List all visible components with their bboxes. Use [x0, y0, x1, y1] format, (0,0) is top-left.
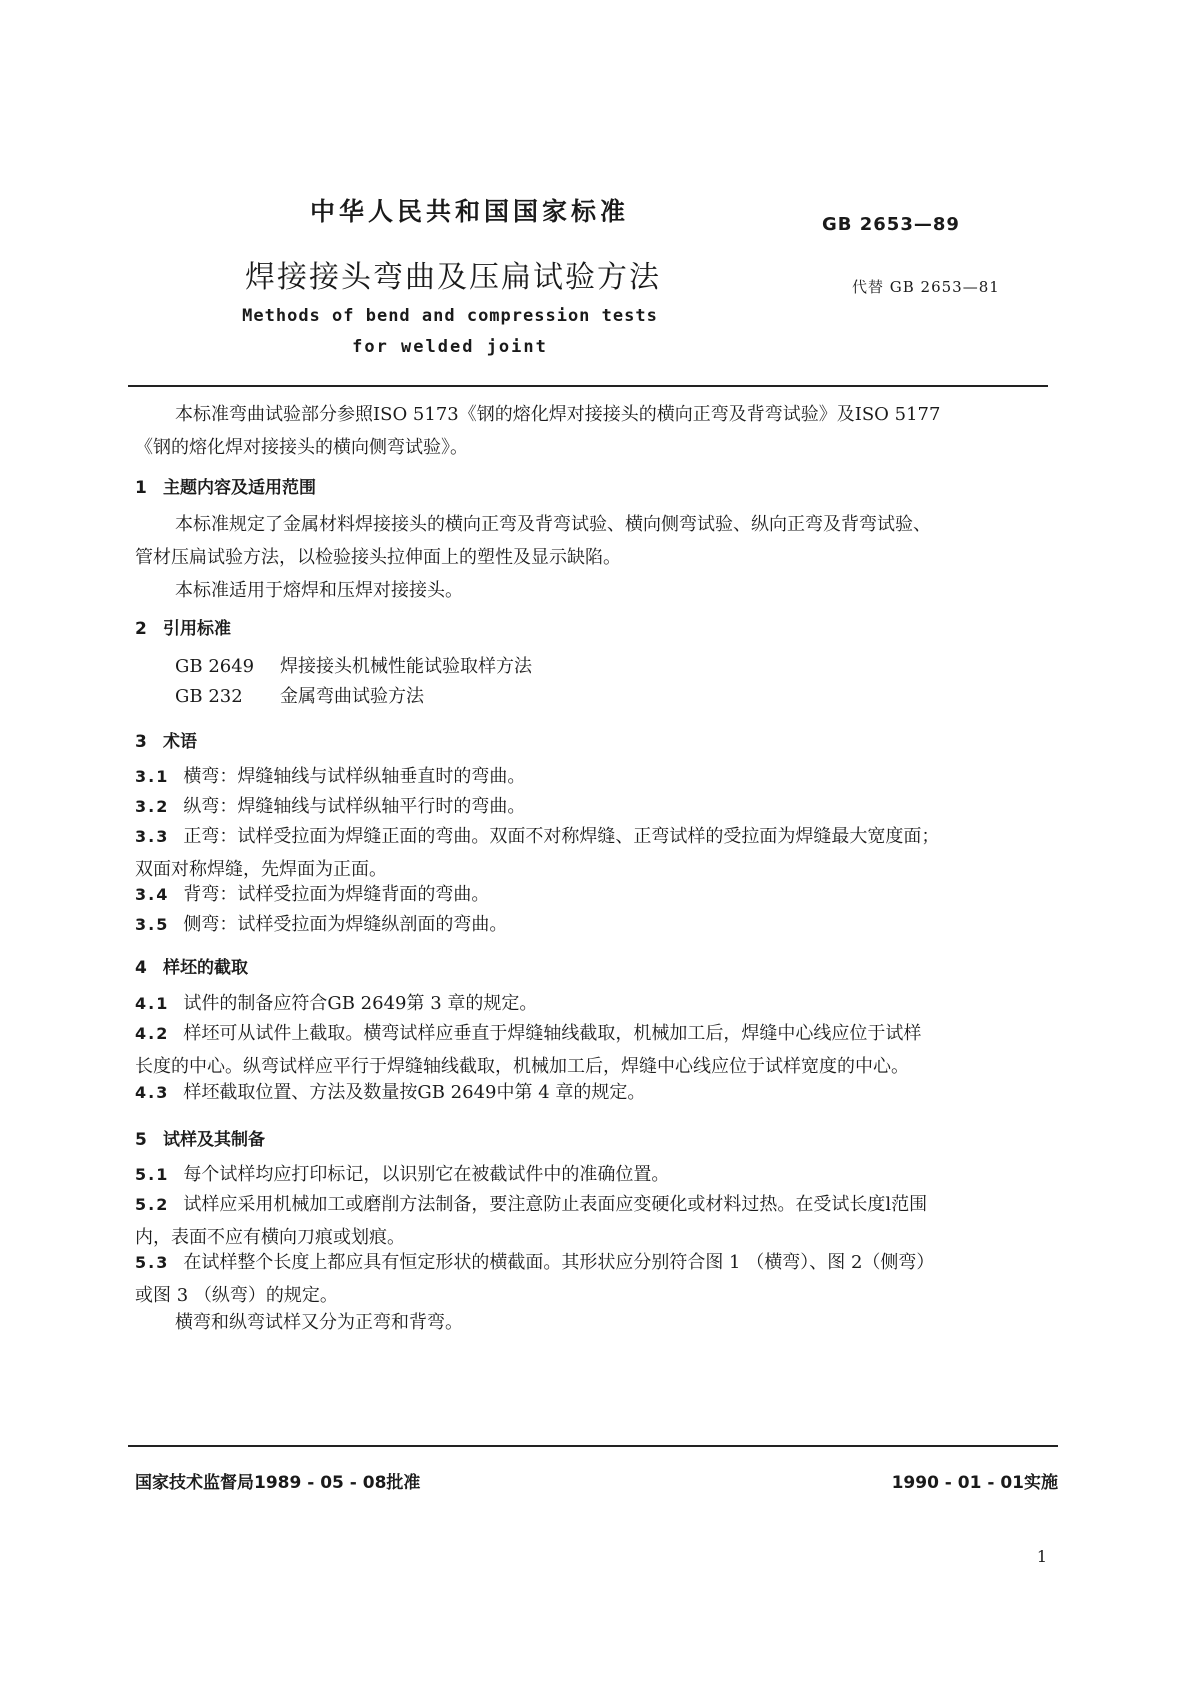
footer-divider: [128, 1445, 1058, 1447]
document-title-cn: 焊接接头弯曲及压扁试验方法: [245, 260, 661, 295]
paragraph-line: 本标准规定了金属材料焊接接头的横向正弯及背弯试验、横向侧弯试验、纵向正弯及背弯试验、: [175, 514, 931, 535]
section-heading-2: [135, 614, 231, 639]
section-title: 主题内容及适用范围: [163, 478, 316, 498]
clause-3-2: [135, 790, 1053, 823]
clause-text: 正弯：试样受拉面为焊缝正面的弯曲。双面不对称焊缝、正弯试样的受拉面为焊缝最大宽度面；: [183, 826, 940, 847]
standard-code: GB 2653—89: [822, 214, 960, 235]
clause-3-4: [135, 878, 1053, 911]
section-number: 2: [135, 619, 147, 639]
clause-5-1: [135, 1158, 1053, 1191]
intro-paragraph: [135, 398, 1053, 464]
section-number: 1: [135, 478, 147, 498]
paragraph-line: 管材压扁试验方法，以检验接头拉伸面上的塑性及显示缺陷。: [135, 547, 621, 568]
section-heading-5: [135, 1125, 265, 1150]
clause-number: 4.3: [135, 1083, 170, 1102]
clause-text: 纵弯：焊缝轴线与试样纵轴平行时的弯曲。: [183, 796, 526, 817]
paragraph-line: 横弯和纵弯试样又分为正弯和背弯。: [175, 1312, 463, 1333]
clause-text: 在试样整个长度上都应具有恒定形状的横截面。其形状应分别符合图 1 （横弯）、图 2（侧弯）: [183, 1252, 935, 1273]
section-title: 术语: [163, 732, 197, 752]
clause-text: 试样应采用机械加工或磨削方法制备，要注意防止表面应变硬化或材料过热。在受试长度l范围: [183, 1194, 928, 1215]
clause-number: 5.3: [135, 1253, 170, 1272]
clause-4-2: [135, 1017, 1053, 1083]
clause-text: 样坯截取位置、方法及数量按GB 2649中第 4 章的规定。: [183, 1082, 646, 1103]
section-number: 5: [135, 1130, 147, 1150]
national-standard-heading: 中华人民共和国国家标准: [310, 197, 630, 226]
clause-number: 3.1: [135, 767, 170, 786]
clause-continuation: 双面对称焊缝，先焊面为正面。: [135, 859, 387, 880]
section-heading-1: [135, 473, 316, 498]
page-number: 1: [1036, 1547, 1047, 1566]
clause-text: 侧弯：试样受拉面为焊缝纵剖面的弯曲。: [183, 914, 508, 935]
clause-text: 背弯：试样受拉面为焊缝背面的弯曲。: [183, 884, 490, 905]
section-number: 3: [135, 732, 147, 752]
intro-line: 本标准弯曲试验部分参照ISO 5173《钢的熔化焊对接接头的横向正弯及背弯试验》及ISO 5177: [175, 404, 941, 425]
clause-number: 4.1: [135, 994, 170, 1013]
clause-3-1: [135, 760, 1053, 793]
clause-text: 样坯可从试件上截取。横弯试样应垂直于焊缝轴线截取，机械加工后，焊缝中心线应位于试样: [183, 1023, 922, 1044]
reference-item: [175, 652, 532, 678]
section-1-body: [135, 508, 1053, 607]
header-divider: [128, 385, 1048, 387]
clause-4-3: [135, 1076, 1053, 1109]
intro-line: 《钢的熔化焊对接接头的横向侧弯试验》。: [135, 437, 468, 458]
effective-date: 1990 - 01 - 01实施: [891, 1473, 1058, 1493]
section-heading-3: [135, 727, 197, 752]
approval-date: 国家技术监督局1989 - 05 - 08批准: [135, 1473, 421, 1493]
clause-text: 横弯：焊缝轴线与试样纵轴垂直时的弯曲。: [183, 766, 526, 787]
section-number: 4: [135, 958, 147, 978]
clause-3-5: [135, 908, 1053, 941]
reference-title: 焊接接头机械性能试验取样方法: [280, 656, 532, 677]
clause-text: 试件的制备应符合GB 2649第 3 章的规定。: [183, 993, 538, 1014]
section-5-note: [135, 1306, 1053, 1339]
clause-number: 3.3: [135, 827, 170, 846]
clause-text: 每个试样均应打印标记，以识别它在被截试件中的准确位置。: [183, 1164, 670, 1185]
replaces-note: 代替 GB 2653—81: [852, 278, 1000, 296]
clause-5-2: [135, 1188, 1053, 1254]
section-title: 样坯的截取: [163, 958, 248, 978]
clause-number: 5.1: [135, 1165, 170, 1184]
clause-4-1: [135, 987, 1053, 1020]
paragraph-line: 本标准适用于熔焊和压焊对接接头。: [175, 580, 463, 601]
document-title-en-line2: for welded joint: [352, 337, 548, 357]
clause-number: 4.2: [135, 1024, 170, 1043]
clause-continuation: 或图 3 （纵弯）的规定。: [135, 1285, 338, 1306]
section-title: 试样及其制备: [163, 1130, 265, 1150]
reference-item: [175, 682, 424, 708]
clause-continuation: 长度的中心。纵弯试样应平行于焊缝轴线截取，机械加工后，焊缝中心线应位于试样宽度的中心。: [135, 1056, 909, 1077]
section-heading-4: [135, 953, 248, 978]
clause-number: 3.4: [135, 885, 170, 904]
clause-3-3: [135, 820, 1053, 886]
section-title: 引用标准: [163, 619, 231, 639]
clause-number: 5.2: [135, 1195, 170, 1214]
document-title-en-line1: Methods of bend and compression tests: [242, 306, 658, 326]
clause-continuation: 内，表面不应有横向刀痕或划痕。: [135, 1227, 405, 1248]
reference-code: GB 2649: [175, 656, 255, 677]
reference-code: GB 232: [175, 686, 243, 707]
clause-number: 3.2: [135, 797, 170, 816]
clause-5-3: [135, 1246, 1053, 1312]
reference-title: 金属弯曲试验方法: [280, 686, 424, 707]
clause-number: 3.5: [135, 915, 170, 934]
